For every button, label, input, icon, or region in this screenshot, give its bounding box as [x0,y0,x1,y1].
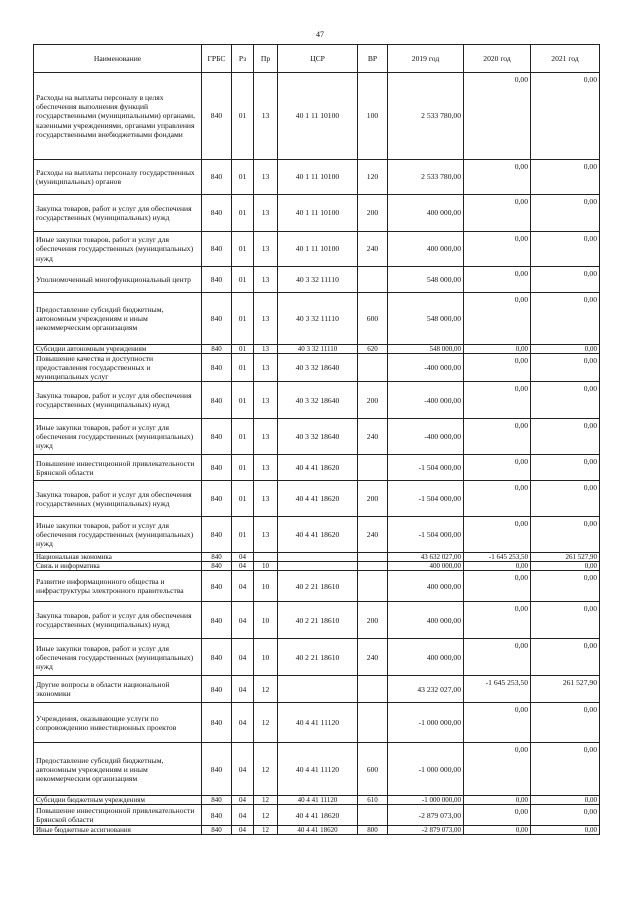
header-2019: 2019 год [388,45,464,73]
cell-csr: 40 2 21 18610 [278,602,358,639]
cell-csr: 40 4 41 18620 [278,805,358,826]
table-row [34,455,600,481]
table-row [34,195,600,232]
cell-vr [358,703,388,743]
cell-rz: 01 [232,455,254,481]
cell-vr: 240 [358,517,388,553]
cell-2019: 400 000,00 [388,571,464,602]
cell-rz: 04 [232,553,254,562]
cell-grbs: 840 [202,562,232,571]
cell-csr: 40 3 32 11110 [278,345,358,354]
cell-2021: 0,00 [531,354,600,382]
cell-vr [358,553,388,562]
cell-2019: 43 632 027,00 [388,553,464,562]
table-body [34,73,600,835]
cell-rz: 04 [232,805,254,826]
table-row [34,481,600,517]
cell-2021: 0,00 [531,826,600,835]
cell-2021: 0,00 [531,517,600,553]
cell-csr: 40 2 21 18610 [278,639,358,676]
table-row [34,796,600,805]
cell-2020: 0,00 [464,354,531,382]
table-row [34,805,600,826]
cell-name: Иные закупки товаров, работ и услуг для обеспечения государственных (муниципальных) нужд [34,517,202,553]
cell-grbs: 840 [202,345,232,354]
cell-2020: 0,00 [464,805,531,826]
cell-2020: 0,00 [464,232,531,267]
table-row [34,160,600,195]
cell-2019: 548 000,00 [388,293,464,345]
cell-2019: 400 000,00 [388,195,464,232]
cell-rz: 04 [232,826,254,835]
cell-grbs: 840 [202,743,232,796]
cell-rz: 01 [232,354,254,382]
cell-2021: 0,00 [531,703,600,743]
cell-rz: 04 [232,602,254,639]
cell-2021: 0,00 [531,481,600,517]
cell-csr: 40 4 41 11120 [278,743,358,796]
cell-2020: 0,00 [464,160,531,195]
cell-pr: 13 [254,293,278,345]
cell-2019: -1 504 000,00 [388,481,464,517]
cell-2020: 0,00 [464,293,531,345]
cell-rz: 01 [232,382,254,419]
cell-grbs: 840 [202,160,232,195]
table-row [34,553,600,562]
cell-grbs: 840 [202,419,232,455]
cell-2020: 0,00 [464,562,531,571]
header-grbs: ГРБС [202,45,232,73]
cell-pr: 13 [254,517,278,553]
cell-rz: 04 [232,796,254,805]
cell-2021: 0,00 [531,796,600,805]
cell-2021: 0,00 [531,73,600,160]
cell-name: Закупка товаров, работ и услуг для обеспечения государственных (муниципальных) нужд [34,195,202,232]
cell-grbs: 840 [202,293,232,345]
cell-csr: 40 4 41 18620 [278,826,358,835]
cell-2019: 548 000,00 [388,345,464,354]
cell-2019: -2 879 073,00 [388,826,464,835]
cell-csr [278,553,358,562]
cell-2020: 0,00 [464,481,531,517]
cell-vr [358,571,388,602]
cell-vr: 200 [358,481,388,517]
cell-2019: -1 000 000,00 [388,796,464,805]
cell-vr: 600 [358,293,388,345]
cell-2021: 261 527,90 [531,553,600,562]
cell-vr [358,354,388,382]
cell-grbs: 840 [202,232,232,267]
cell-csr: 40 1 11 10100 [278,232,358,267]
cell-grbs: 840 [202,195,232,232]
cell-pr: 13 [254,232,278,267]
cell-pr: 13 [254,345,278,354]
cell-2019: 400 000,00 [388,602,464,639]
cell-2020: 0,00 [464,195,531,232]
cell-rz: 01 [232,293,254,345]
cell-rz: 04 [232,703,254,743]
cell-name: Предоставление субсидий бюджетным, автономным учреждениям и иным некоммерческим организациям [34,743,202,796]
cell-2019: 400 000,00 [388,639,464,676]
cell-grbs: 840 [202,481,232,517]
cell-pr: 10 [254,639,278,676]
cell-rz: 04 [232,639,254,676]
cell-pr: 13 [254,382,278,419]
cell-2021: 0,00 [531,639,600,676]
cell-vr: 240 [358,232,388,267]
cell-2020: 0,00 [464,703,531,743]
cell-name: Национальная экономика [34,553,202,562]
cell-csr [278,676,358,703]
cell-vr [358,562,388,571]
cell-vr: 620 [358,345,388,354]
cell-name: Иные бюджетные ассигнования [34,826,202,835]
cell-2019: -400 000,00 [388,354,464,382]
cell-grbs: 840 [202,703,232,743]
header-2021: 2021 год [531,45,600,73]
cell-grbs: 840 [202,553,232,562]
cell-rz: 01 [232,195,254,232]
cell-vr: 200 [358,382,388,419]
cell-2021: 0,00 [531,195,600,232]
cell-vr: 120 [358,160,388,195]
cell-grbs: 840 [202,354,232,382]
cell-vr: 610 [358,796,388,805]
cell-2021: 0,00 [531,805,600,826]
cell-grbs: 840 [202,73,232,160]
table-header-row [34,45,600,73]
cell-name: Субсидии бюджетным учреждениям [34,796,202,805]
cell-vr: 600 [358,743,388,796]
cell-grbs: 840 [202,796,232,805]
cell-vr: 800 [358,826,388,835]
cell-2019: -400 000,00 [388,419,464,455]
cell-2019: -1 000 000,00 [388,743,464,796]
cell-name: Уполномоченный многофункциональный центр [34,267,202,293]
cell-2019: -1 000 000,00 [388,703,464,743]
cell-grbs: 840 [202,267,232,293]
cell-2020: 0,00 [464,345,531,354]
cell-grbs: 840 [202,676,232,703]
cell-2020: 0,00 [464,571,531,602]
cell-pr [254,553,278,562]
cell-2021: 0,00 [531,160,600,195]
cell-grbs: 840 [202,602,232,639]
cell-rz: 04 [232,571,254,602]
cell-csr: 40 1 11 10100 [278,160,358,195]
table-row [34,267,600,293]
header-2020: 2020 год [464,45,531,73]
cell-pr: 10 [254,602,278,639]
cell-pr: 12 [254,826,278,835]
cell-2020: 0,00 [464,73,531,160]
cell-rz: 04 [232,676,254,703]
cell-2019: -1 504 000,00 [388,517,464,553]
cell-vr: 200 [358,602,388,639]
cell-2021: 0,00 [531,345,600,354]
cell-2020: 0,00 [464,602,531,639]
table-row [34,639,600,676]
cell-2019: -400 000,00 [388,382,464,419]
cell-rz: 01 [232,419,254,455]
cell-grbs: 840 [202,639,232,676]
cell-rz: 04 [232,743,254,796]
cell-name: Учреждения, оказывающие услуги по сопровождению инвестиционных проектов [34,703,202,743]
cell-2021: 0,00 [531,382,600,419]
table-row [34,562,600,571]
cell-rz: 04 [232,562,254,571]
cell-pr: 13 [254,455,278,481]
cell-rz: 01 [232,73,254,160]
cell-2020: 0,00 [464,743,531,796]
cell-rz: 01 [232,517,254,553]
table-row [34,571,600,602]
table-row [34,826,600,835]
cell-pr: 13 [254,354,278,382]
cell-name: Повышение инвестиционной привлекательности Брянской области [34,455,202,481]
cell-2019: -1 504 000,00 [388,455,464,481]
cell-pr: 10 [254,571,278,602]
table-row [34,419,600,455]
cell-2021: 0,00 [531,571,600,602]
cell-grbs: 840 [202,455,232,481]
cell-2019: 2 533 780,00 [388,160,464,195]
cell-name: Закупка товаров, работ и услуг для обеспечения государственных (муниципальных) нужд [34,602,202,639]
cell-2021: 0,00 [531,743,600,796]
cell-pr: 10 [254,562,278,571]
cell-pr: 13 [254,73,278,160]
cell-vr [358,267,388,293]
cell-2021: 0,00 [531,602,600,639]
table-row [34,354,600,382]
cell-name: Иные закупки товаров, работ и услуг для обеспечения государственных (муниципальных) нужд [34,639,202,676]
header-csr: ЦСР [278,45,358,73]
cell-2019: 400 000,00 [388,562,464,571]
cell-2020: 0,00 [464,517,531,553]
cell-name: Иные закупки товаров, работ и услуг для обеспечения государственных (муниципальных) нужд [34,419,202,455]
header-pr: Пр [254,45,278,73]
cell-pr: 12 [254,796,278,805]
cell-csr: 40 3 32 11110 [278,293,358,345]
cell-2021: 0,00 [531,293,600,345]
cell-grbs: 840 [202,571,232,602]
cell-rz: 01 [232,345,254,354]
cell-csr: 40 4 41 18620 [278,455,358,481]
cell-pr: 12 [254,805,278,826]
cell-pr: 12 [254,676,278,703]
cell-2021: 0,00 [531,455,600,481]
header-name: Наименование [34,45,202,73]
budget-table [33,44,600,835]
cell-pr: 13 [254,419,278,455]
cell-grbs: 840 [202,382,232,419]
cell-rz: 01 [232,232,254,267]
table-row [34,602,600,639]
cell-vr [358,455,388,481]
cell-2019: 2 533 780,00 [388,73,464,160]
cell-rz: 01 [232,267,254,293]
cell-2020: 0,00 [464,639,531,676]
cell-pr: 12 [254,703,278,743]
header-vr: ВР [358,45,388,73]
table-row [34,232,600,267]
cell-pr: 13 [254,160,278,195]
cell-csr: 40 1 11 10100 [278,73,358,160]
cell-grbs: 840 [202,517,232,553]
cell-2019: 400 000,00 [388,232,464,267]
cell-2019: 548 000,00 [388,267,464,293]
cell-csr: 40 4 41 11120 [278,796,358,805]
cell-2020: 0,00 [464,455,531,481]
table-row [34,676,600,703]
cell-rz: 01 [232,481,254,517]
cell-name: Связь и информатика [34,562,202,571]
cell-2019: 43 232 027,00 [388,676,464,703]
cell-vr: 100 [358,73,388,160]
table-row [34,382,600,419]
cell-2021: 0,00 [531,232,600,267]
cell-vr [358,676,388,703]
cell-pr: 13 [254,267,278,293]
cell-csr: 40 4 41 18620 [278,481,358,517]
cell-name: Субсидии автономным учреждениям [34,345,202,354]
cell-name: Другие вопросы в области национальной экономики [34,676,202,703]
cell-2021: 261 527,90 [531,676,600,703]
cell-2020: 0,00 [464,826,531,835]
cell-2021: 0,00 [531,267,600,293]
cell-2020: 0,00 [464,382,531,419]
cell-2020: 0,00 [464,419,531,455]
cell-vr: 200 [358,195,388,232]
cell-grbs: 840 [202,826,232,835]
cell-csr: 40 3 32 18640 [278,382,358,419]
cell-vr: 240 [358,639,388,676]
cell-name: Повышение инвестиционной привлекательности Брянской области [34,805,202,826]
cell-csr: 40 1 11 10100 [278,195,358,232]
cell-2020: 0,00 [464,796,531,805]
cell-name: Повышение качества и доступности предоставления государственных и муниципальных услуг [34,354,202,382]
table-row [34,73,600,160]
cell-csr: 40 2 21 18610 [278,571,358,602]
cell-pr: 13 [254,195,278,232]
cell-2020: 0,00 [464,267,531,293]
table-row [34,743,600,796]
table-row [34,703,600,743]
cell-csr [278,562,358,571]
cell-2020: -1 645 253,50 [464,553,531,562]
header-rz: Рз [232,45,254,73]
cell-name: Расходы на выплаты персоналу в целях обеспечения выполнения функций государственными (муниципальными) органами, казенными учреждениями, органами управления государственными внебюджетными фондами [34,73,202,160]
cell-2020: -1 645 253,50 [464,676,531,703]
cell-name: Иные закупки товаров, работ и услуг для обеспечения государственных (муниципальных) нужд [34,232,202,267]
cell-csr: 40 4 41 11120 [278,703,358,743]
table-row [34,293,600,345]
table-row [34,345,600,354]
page-number: 47 [316,30,324,39]
cell-2019: -2 879 073,00 [388,805,464,826]
cell-2021: 0,00 [531,562,600,571]
cell-csr: 40 4 41 18620 [278,517,358,553]
cell-name: Закупка товаров, работ и услуг для обеспечения государственных (муниципальных) нужд [34,382,202,419]
cell-name: Расходы на выплаты персоналу государственных (муниципальных) органов [34,160,202,195]
cell-vr [358,805,388,826]
cell-csr: 40 3 32 18640 [278,419,358,455]
cell-rz: 01 [232,160,254,195]
cell-2021: 0,00 [531,419,600,455]
cell-grbs: 840 [202,805,232,826]
cell-name: Предоставление субсидий бюджетным, автономным учреждениям и иным некоммерческим организациям [34,293,202,345]
cell-name: Развитие информационного общества и инфраструктуры электронного правительства [34,571,202,602]
cell-csr: 40 3 32 11110 [278,267,358,293]
cell-csr: 40 3 32 18640 [278,354,358,382]
cell-pr: 13 [254,481,278,517]
cell-pr: 12 [254,743,278,796]
cell-name: Закупка товаров, работ и услуг для обеспечения государственных (муниципальных) нужд [34,481,202,517]
cell-vr: 240 [358,419,388,455]
table-row [34,517,600,553]
